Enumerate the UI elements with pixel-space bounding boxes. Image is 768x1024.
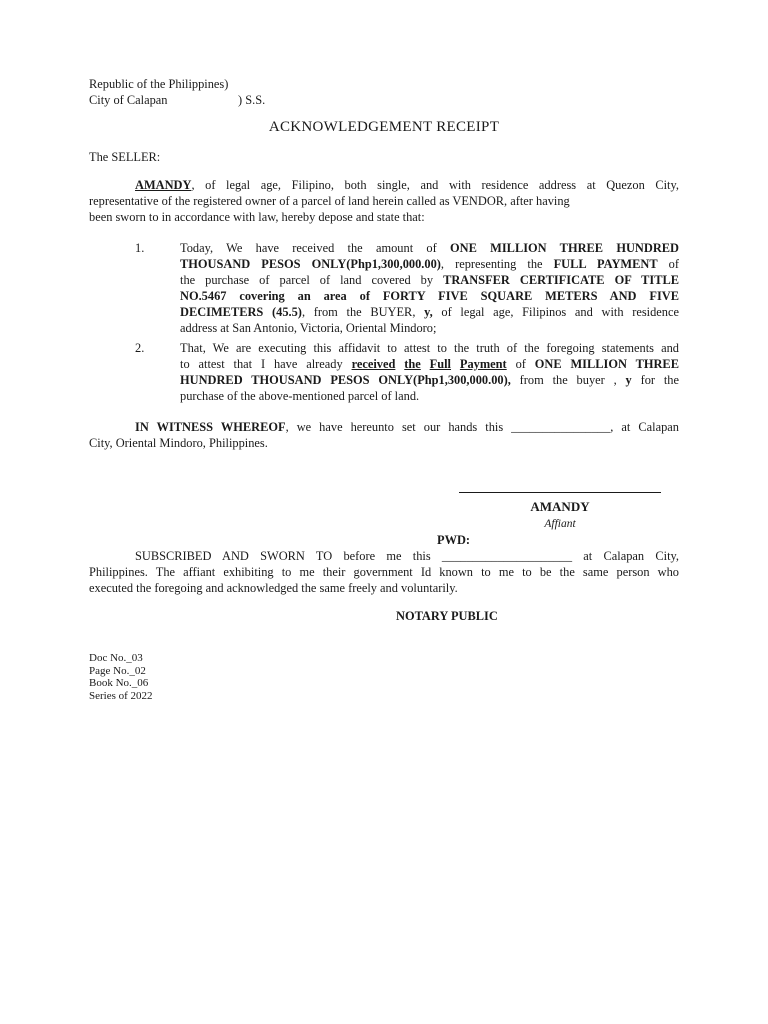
signature-line <box>459 492 661 493</box>
affiant-name: AMANDY <box>530 499 590 514</box>
pwd-label: PWD: <box>437 533 471 547</box>
intro-line-2: representative of the registered owner of a parcel of land herein called as VENDOR, after having <box>89 194 570 208</box>
series-year: Series of 2022 <box>89 689 153 702</box>
notary-public-label: NOTARY PUBLIC <box>396 609 498 623</box>
item-2-number: 2. <box>135 341 145 355</box>
book-number: Book No._06 <box>89 677 149 689</box>
header-city: City of Calapan <box>89 93 168 107</box>
intro-paragraph <box>89 177 679 225</box>
doc-number: Doc No._03 <box>89 652 143 664</box>
seller-name: AMANDY <box>135 178 192 192</box>
item-1-text: Today, We have received the amount of ONE MILLION THREE HUNDRED THOUSAND PESOS ONLY(Php1,300,000.00), representing the FULL PAYMENT of the purchase of parcel of land covered by TRANSFER CERTIFICATE OF TITLE NO.5467 covering an area of FORTY FIVE SQUARE METERS AND FIVE DECIMETERS (45.5), from the BUYER, y, of legal age, Filipinos and with residence address at San Antonio, Victoria, Oriental Mindoro; <box>180 241 679 335</box>
sworn-paragraph: SUBSCRIBED AND SWORN TO before me this _____________________ at Calapan City, Philippines. The affiant exhibiting to me their government Id known to me to be the same person who executed the foregoing and acknowledged the same freely and voluntarily. <box>89 549 679 595</box>
header-republic: Republic of the Philippines) <box>89 77 229 91</box>
doc-info <box>89 652 153 702</box>
page-number: Page No._02 <box>89 664 146 677</box>
intro-line-3: been sworn to in accordance with law, hereby depose and state that: <box>89 210 425 224</box>
seller-label: The SELLER: <box>89 150 161 164</box>
affiant-role: Affiant <box>544 518 576 530</box>
document-title: ACKNOWLEDGEMENT RECEIPT <box>268 119 500 135</box>
witness-paragraph: IN WITNESS WHEREOF, we have hereunto set our hands this ________________, at Calapan City, Oriental Mindoro, Philippines. <box>89 420 680 450</box>
item-2-text: That, We are executing this affidavit to attest to the truth of the foregoing statements and to attest that I have already received the Full Payment of ONE MILLION THREE HUNDRED THOUSAND PESOS ONLY(Php1,300,000.00), from the buyer , y for the purchase of the above-mentioned parcel of land. <box>180 341 680 403</box>
header-ss: ) S.S. <box>238 93 266 107</box>
intro-line-1: AMANDY, of legal age, Filipino, both single, and with residence address at Quezon City, <box>135 178 679 192</box>
item-1-number: 1. <box>135 241 145 255</box>
